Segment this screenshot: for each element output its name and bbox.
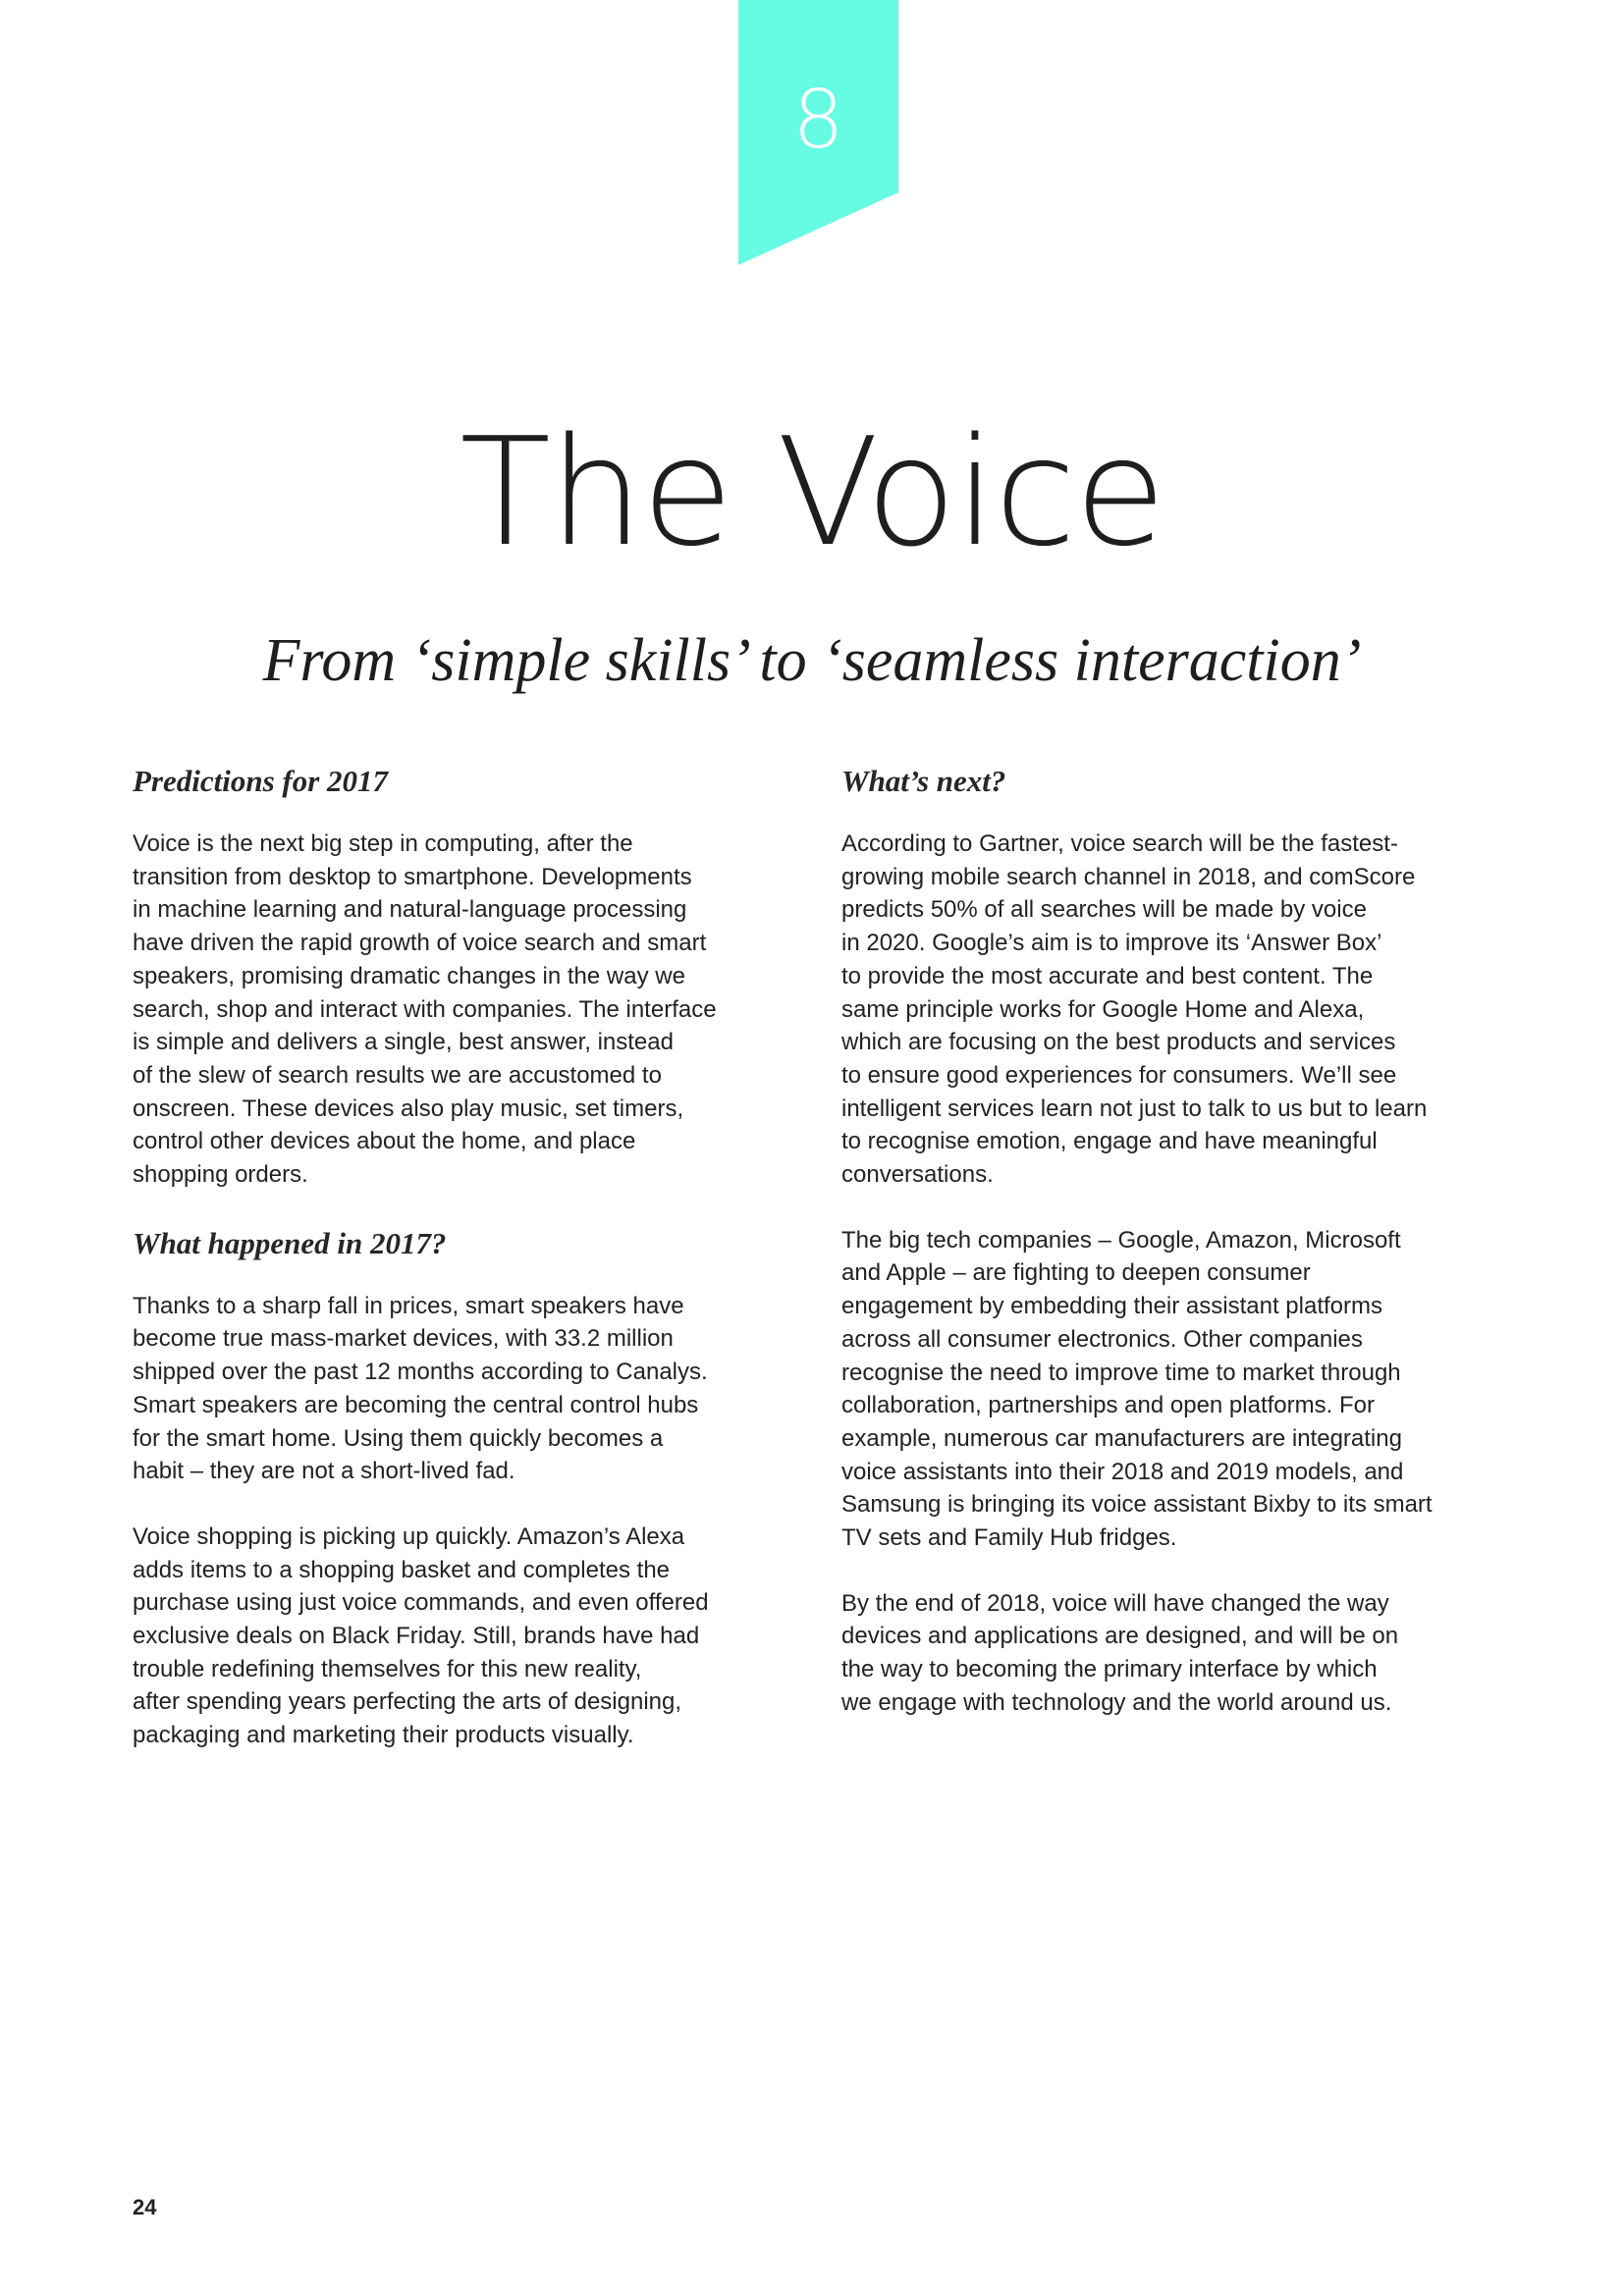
happened-paragraph-1: Thanks to a sharp fall in prices, smart speakers have become true mass-market devices, with 33.2 million shipped over the past 12 months according to Canalys. Smart speakers are becoming the central control hubs for the smart home. Using them quickly becomes a habit – they are not a short-lived fad. — [133, 1292, 708, 1485]
whats-next-heading: What’s next? — [841, 764, 1006, 798]
page-number: 24 — [133, 2195, 157, 2219]
page-subtitle: From ‘simple skills’ to ‘seamless interaction’ — [262, 627, 1362, 694]
whats-next-paragraph-2: The big tech companies – Google, Amazon, Microsoft and Apple – are fighting to deepen consumer engagement by embedding their assistant platforms across all consumer electronics. Other companies recognise the need to improve time to market through collaboration, partnerships and open platforms. For example, numerous car manufacturers are integrating voice assistants into their 2018 and 2019 models, and Samsung is bringing its voice assistant Bixby to its smart TV sets and Family Hub fridges. — [841, 1226, 1433, 1552]
predictions-paragraph: Voice is the next big step in computing, after the transition from desktop to smartphone. Developments in machine learning and natural-language processing have driven the rapid growth of voice search and smart speakers, promising dramatic changes in the way we search, shop and interact with companies. The interface is simple and delivers a single, best answer, instead of the slew of search results we are accustomed to onscreen. These devices also play music, set timers, control other devices about the home, and place shopping orders. — [133, 830, 717, 1189]
chapter-number: 8 — [792, 74, 844, 167]
right-column — [841, 760, 1529, 1720]
happened-heading: What happened in 2017? — [133, 1225, 447, 1260]
page-title: The Voice — [460, 405, 1164, 579]
chapter-tab — [738, 0, 898, 265]
happened-paragraph-2: Voice shopping is picking up quickly. Amazon’s Alexa adds items to a shopping basket and completes the purchase using just voice commands, and even offered exclusive deals on Black Friday. Still, brands have had trouble redefining themselves for this new reality, after spending years perfecting the arts of designing, packaging and marketing their products visually. — [133, 1522, 709, 1749]
whats-next-paragraph-1: According to Gartner, voice search will be the fastest- growing mobile search channel in 2018, and comScore predicts 50% of all searches will be made by voice in 2020. Google’s aim is to improve its ‘Answer Box’ to provide the most accurate and best content. The same principle works for Google Home and Alexa, which are focusing on the best products and services to ensure good experiences for consumers. We’ll see intelligent services learn not just to talk to us but to learn to recognise emotion, engage and have meaningful conversations. — [841, 830, 1428, 1189]
left-column — [133, 760, 820, 1752]
predictions-heading: Predictions for 2017 — [133, 764, 389, 798]
whats-next-paragraph-3: By the end of 2018, voice will have changed the way devices and applications are designed, and will be on the way to becoming the primary interface by which we engage with technology and the world around us. — [841, 1589, 1399, 1716]
